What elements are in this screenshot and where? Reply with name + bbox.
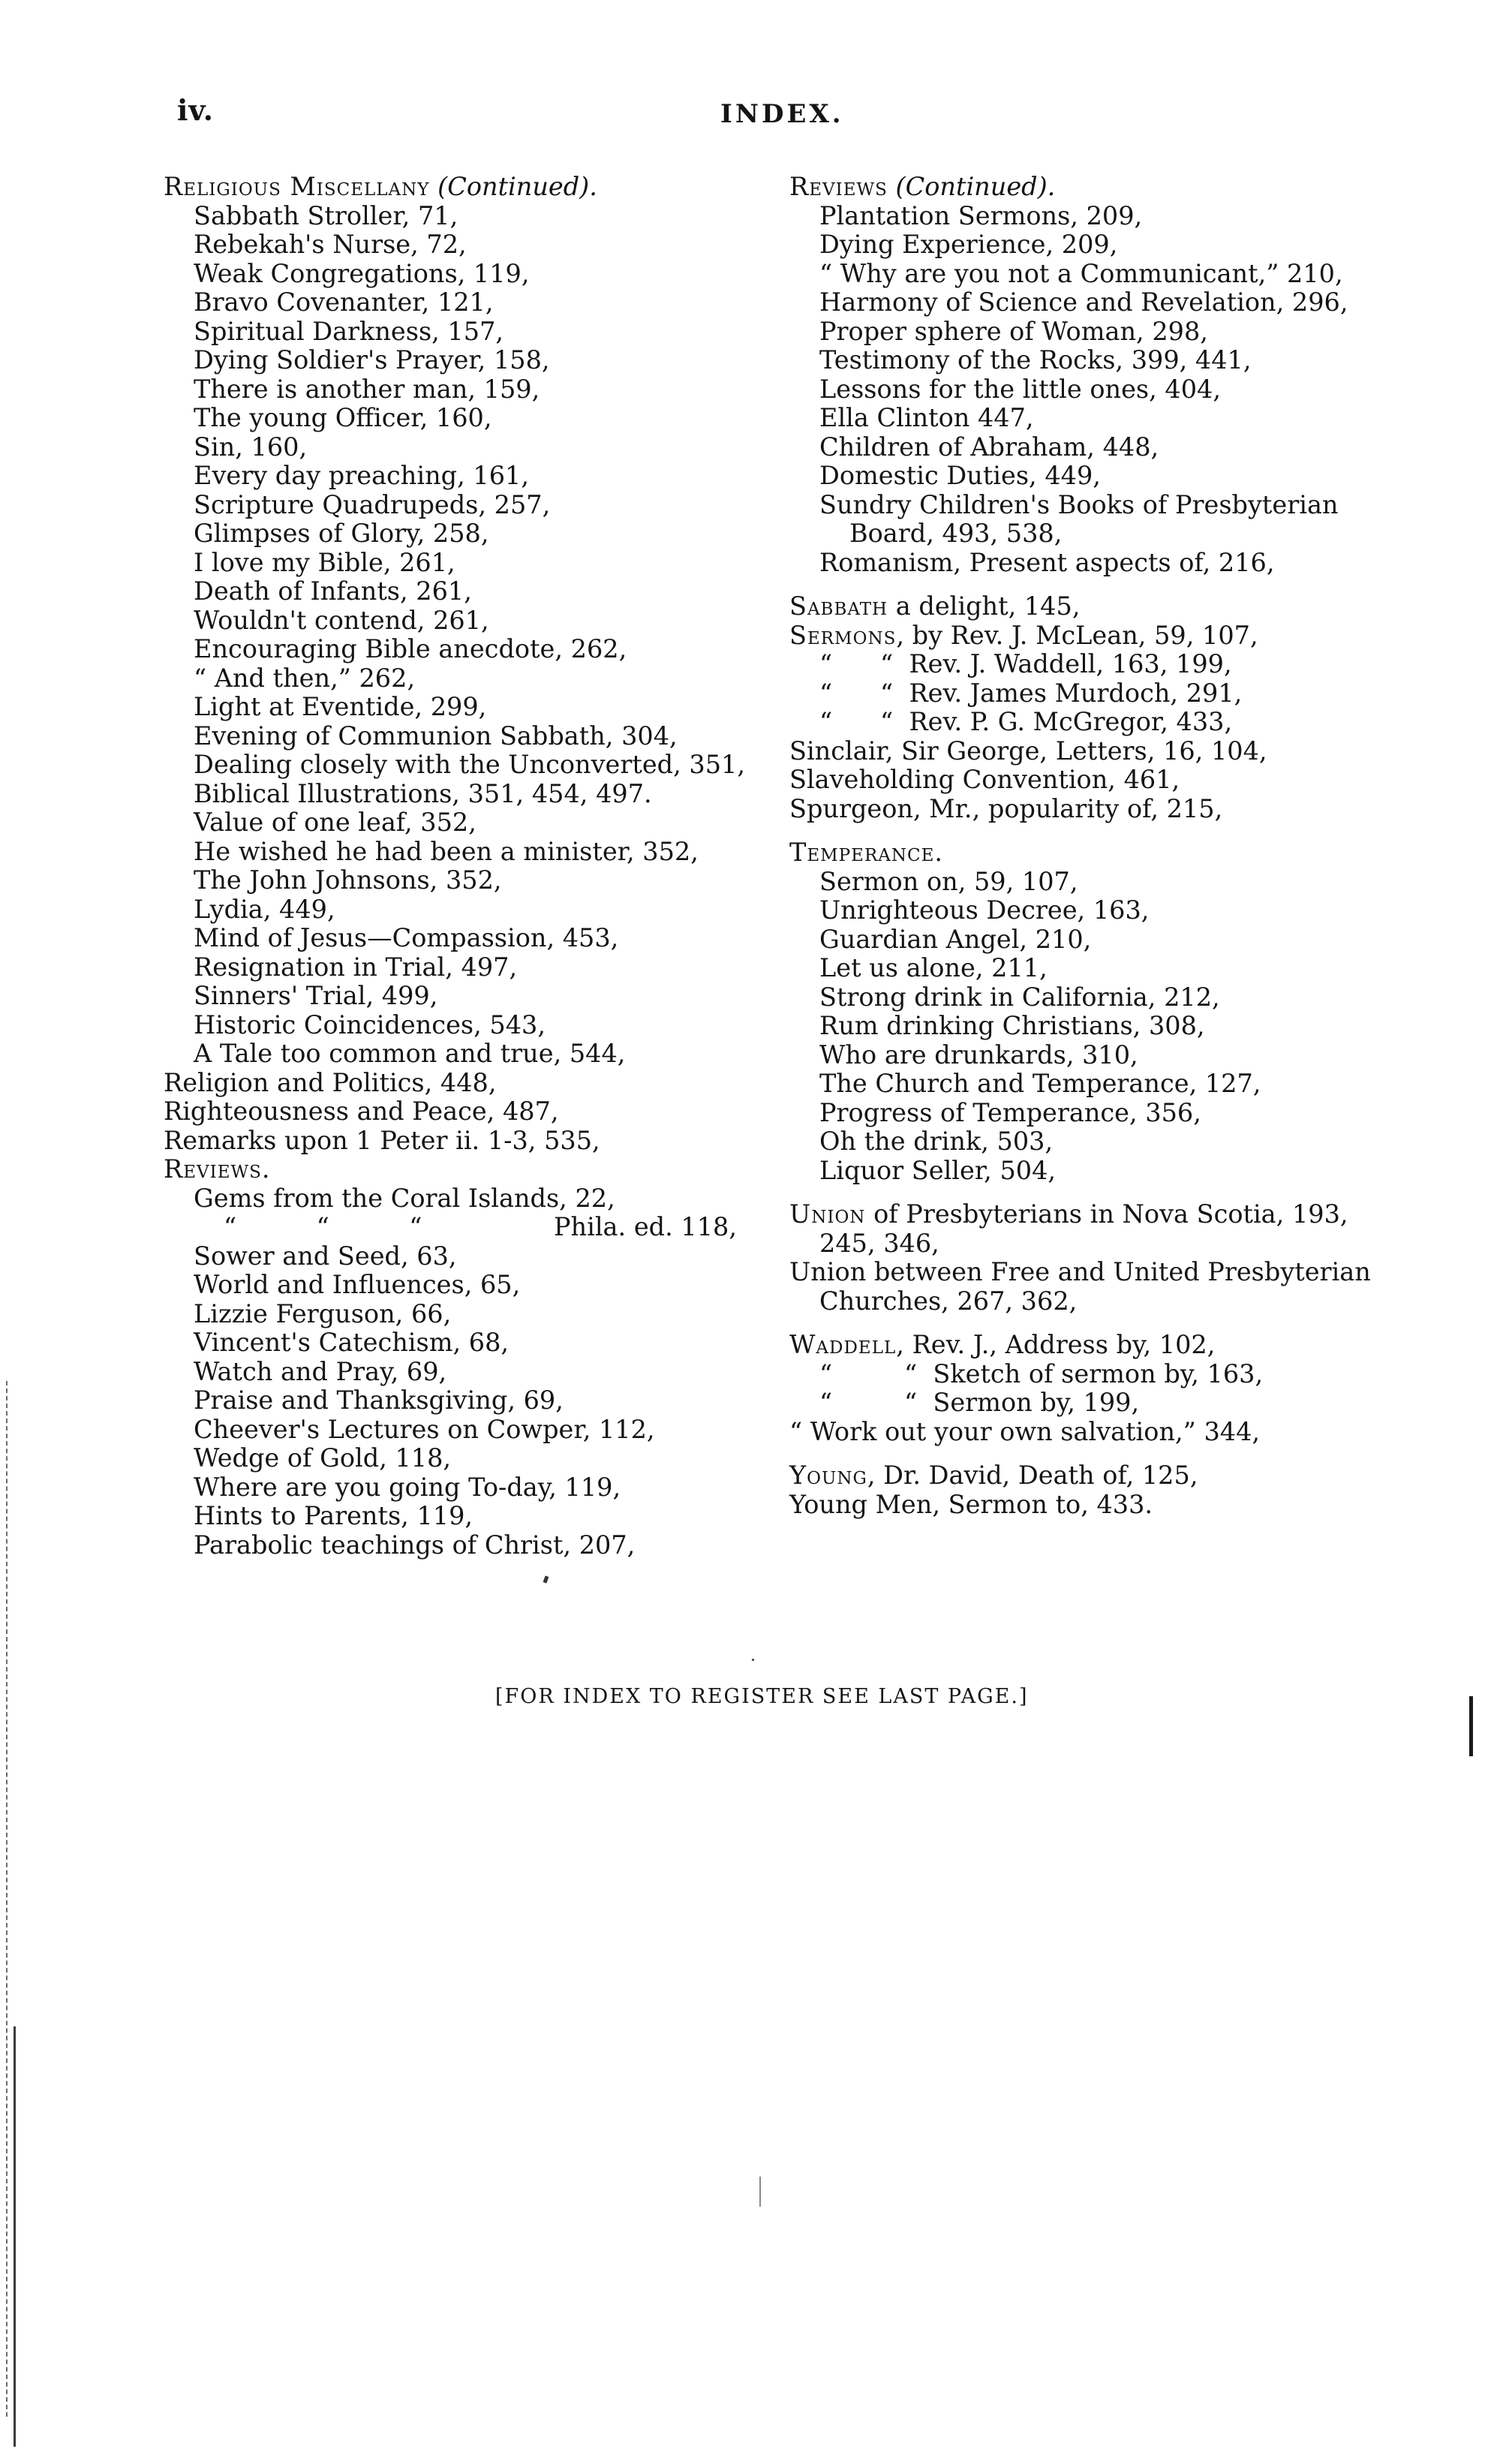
index-entry bbox=[789, 1388, 1435, 1418]
entry-text: Slaveholding Convention, 461, bbox=[789, 765, 1180, 794]
entry-text: Proper sphere of Woman, 298, bbox=[819, 316, 1208, 346]
entry-text: Where are you going To-day, 119, bbox=[194, 1472, 621, 1502]
entry-text: Glimpses of Glory, 258, bbox=[194, 519, 489, 548]
entry-text: , by Rev. J. McLean, 59, 107, bbox=[896, 620, 1258, 650]
entry-text: “ Work out your own salvation,” 344, bbox=[789, 1416, 1261, 1446]
index-entry bbox=[164, 260, 779, 289]
index-heading bbox=[164, 173, 779, 202]
entry-text: Union between Free and United Presbyterian bbox=[789, 1257, 1371, 1286]
entry-text: 245, 346, bbox=[819, 1228, 939, 1258]
entry-text: Weak Congregations, 119, bbox=[194, 258, 530, 288]
entry-keyword: Reviews bbox=[789, 172, 888, 201]
entry-text: a delight, 145, bbox=[888, 591, 1081, 621]
entry-text: Rebekah's Nurse, 72, bbox=[194, 230, 467, 259]
entry-text: of Presbyterians in Nova Scotia, 193, bbox=[865, 1199, 1348, 1229]
entry-text: Vincent's Catechism, 68, bbox=[194, 1328, 510, 1357]
index-entry bbox=[789, 1491, 1435, 1520]
entry-text: Bravo Covenanter, 121, bbox=[194, 287, 494, 317]
entry-text: Let us alone, 211, bbox=[819, 953, 1048, 982]
entry-text: Lydia, 449, bbox=[194, 894, 335, 924]
entry-text: A Tale too common and true, 544, bbox=[194, 1039, 626, 1068]
index-entry bbox=[164, 1444, 779, 1473]
running-title: INDEX. bbox=[720, 99, 844, 129]
entry-text: Board, 493, 538, bbox=[849, 519, 1063, 548]
index-entry bbox=[164, 1242, 779, 1271]
entry-text: Scripture Quadrupeds, 257, bbox=[194, 489, 551, 519]
entry-text: World and Influences, 65, bbox=[194, 1270, 521, 1299]
index-entry bbox=[164, 1531, 779, 1560]
section-gap bbox=[789, 823, 1435, 838]
index-entry bbox=[789, 1229, 1435, 1259]
index-entry bbox=[164, 1300, 779, 1329]
index-entry bbox=[789, 592, 1435, 621]
index-entry bbox=[789, 896, 1435, 925]
entry-text: Watch and Pray, 69, bbox=[194, 1356, 447, 1386]
entry-text: Sinners' Trial, 499, bbox=[194, 981, 438, 1010]
index-entry bbox=[164, 1386, 779, 1416]
index-entry bbox=[789, 288, 1435, 317]
entry-text: Encouraging Bible anecdote, 262, bbox=[194, 634, 627, 663]
section-gap bbox=[789, 577, 1435, 592]
index-entry bbox=[789, 519, 1435, 549]
index-entry bbox=[789, 1200, 1435, 1229]
index-entry bbox=[789, 1258, 1435, 1287]
entry-text: Dying Experience, 209, bbox=[819, 230, 1118, 259]
index-heading bbox=[789, 173, 1435, 202]
entry-text: Spiritual Darkness, 157, bbox=[194, 316, 504, 346]
index-entry bbox=[789, 1287, 1435, 1316]
index-entry bbox=[164, 1328, 779, 1358]
index-entry bbox=[164, 1473, 779, 1503]
entry-text: Remarks upon 1 Peter ii. 1-3, 535, bbox=[164, 1125, 600, 1155]
index-entry bbox=[164, 404, 779, 433]
entry-text: Romanism, Present aspects of, 216, bbox=[819, 547, 1275, 577]
index-entry bbox=[789, 983, 1435, 1012]
entry-text: Rum drinking Christians, 308, bbox=[819, 1011, 1205, 1040]
index-column-left bbox=[164, 173, 779, 1560]
index-entry bbox=[789, 260, 1435, 289]
entry-text: Hints to Parents, 119, bbox=[194, 1501, 473, 1530]
index-entry bbox=[164, 346, 779, 375]
index-entry bbox=[164, 1097, 779, 1127]
index-entry bbox=[789, 1331, 1435, 1360]
entry-text: Harmony of Science and Revelation, 296, bbox=[819, 287, 1348, 317]
section-gap bbox=[789, 1446, 1435, 1461]
index-column-right bbox=[789, 173, 1435, 1519]
index-entry bbox=[164, 982, 779, 1011]
index-entry bbox=[164, 375, 779, 405]
entry-text: (Continued). bbox=[429, 172, 597, 201]
index-entry bbox=[789, 621, 1435, 651]
index-entry bbox=[164, 751, 779, 780]
entry-text: Religion and Politics, 448, bbox=[164, 1067, 497, 1097]
entry-text: Sundry Children's Books of Presbyterian bbox=[819, 489, 1339, 519]
entry-text: Lessons for the little ones, 404, bbox=[819, 374, 1221, 404]
entry-text: Domestic Duties, 449, bbox=[819, 461, 1101, 490]
entry-text: Dying Soldier's Prayer, 158, bbox=[194, 345, 550, 375]
entry-text: (Continued). bbox=[887, 172, 1056, 201]
entry-text: I love my Bible, 261, bbox=[194, 547, 455, 577]
entry-text: The John Johnsons, 352, bbox=[194, 865, 502, 895]
entry-text: Wedge of Gold, 118, bbox=[194, 1443, 452, 1473]
index-entry bbox=[164, 577, 779, 606]
entry-text: “ “ Rev. J. Waddell, 163, 199, bbox=[819, 649, 1232, 678]
index-entry bbox=[789, 230, 1435, 260]
entry-text: Strong drink in California, 212, bbox=[819, 982, 1220, 1012]
entry-text: Young Men, Sermon to, 433. bbox=[789, 1489, 1153, 1519]
entry-text: Sower and Seed, 63, bbox=[194, 1241, 457, 1271]
entry-text: “ Why are you not a Communicant,” 210, bbox=[819, 258, 1343, 288]
entry-text: He wished he had been a minister, 352, bbox=[194, 836, 699, 866]
index-entry bbox=[789, 1041, 1435, 1070]
index-entry bbox=[164, 1213, 779, 1242]
entry-text: Spurgeon, Mr., popularity of, 215, bbox=[789, 793, 1223, 823]
index-entry bbox=[164, 924, 779, 953]
entry-text: Oh the drink, 503, bbox=[819, 1127, 1054, 1156]
index-entry bbox=[789, 317, 1435, 347]
entry-text: Cheever's Lectures on Cowper, 112, bbox=[194, 1414, 655, 1444]
index-entry bbox=[164, 1069, 779, 1098]
index-entry bbox=[164, 202, 779, 231]
index-entry bbox=[164, 1358, 779, 1387]
entry-keyword: Union bbox=[789, 1199, 866, 1229]
entry-text: Guardian Angel, 210, bbox=[819, 924, 1092, 954]
index-entry bbox=[164, 1416, 779, 1445]
ink-speck bbox=[759, 2177, 761, 2207]
entry-text: Righteousness and Peace, 487, bbox=[164, 1097, 559, 1126]
index-entry bbox=[789, 679, 1435, 709]
index-entry bbox=[789, 433, 1435, 462]
entry-text: Dealing closely with the Unconverted, 351, bbox=[194, 750, 745, 779]
entry-keyword: Sermons bbox=[789, 620, 897, 650]
index-entry bbox=[164, 838, 779, 867]
entry-text: Mind of Jesus—Compassion, 453, bbox=[194, 923, 619, 952]
entry-text: Lizzie Ferguson, 66, bbox=[194, 1298, 452, 1328]
index-entry bbox=[789, 202, 1435, 231]
entry-text: Wouldn't contend, 261, bbox=[194, 605, 489, 635]
entry-text: Value of one leaf, 352, bbox=[194, 808, 476, 837]
index-entry bbox=[164, 519, 779, 549]
entry-text: “ And then,” 262, bbox=[194, 663, 416, 693]
index-entry bbox=[789, 795, 1435, 824]
index-entry bbox=[789, 462, 1435, 491]
index-entry bbox=[789, 1070, 1435, 1099]
index-entry bbox=[789, 375, 1435, 405]
entry-keyword: Religious Miscellany bbox=[164, 172, 430, 201]
index-entry bbox=[164, 953, 779, 982]
index-entry bbox=[164, 462, 779, 491]
index-entry bbox=[789, 766, 1435, 795]
entry-text: , Rev. J., Address by, 102, bbox=[896, 1330, 1216, 1359]
ink-speck bbox=[752, 1659, 754, 1661]
index-entry bbox=[789, 868, 1435, 897]
entry-text: Parabolic teachings of Christ, 207, bbox=[194, 1530, 636, 1560]
scan-edge-mark bbox=[6, 1381, 8, 2417]
index-entry bbox=[164, 866, 779, 895]
entry-text: Resignation in Trial, 497, bbox=[194, 952, 518, 982]
entry-text: Death of Infants, 261, bbox=[194, 576, 472, 606]
entry-text: Who are drunkards, 310, bbox=[819, 1039, 1138, 1070]
index-entry bbox=[789, 1418, 1435, 1447]
index-entry bbox=[164, 1271, 779, 1300]
entry-tail: Phila. ed. 118, bbox=[554, 1212, 737, 1241]
index-entry bbox=[164, 606, 779, 636]
entry-text: Evening of Communion Sabbath, 304, bbox=[194, 721, 678, 751]
scan-edge-mark bbox=[14, 2026, 16, 2447]
entry-text: Plantation Sermons, 209, bbox=[819, 200, 1143, 230]
index-heading bbox=[164, 1155, 779, 1184]
index-entry bbox=[789, 404, 1435, 433]
entry-text: , Dr. David, Death of, 125, bbox=[867, 1461, 1198, 1490]
index-entry bbox=[789, 1461, 1435, 1491]
entry-text: “ “ Sermon by, 199, bbox=[819, 1388, 1140, 1417]
entry-text: The young Officer, 160, bbox=[194, 403, 492, 432]
entry-text: “ “ Rev. P. G. McGregor, 433, bbox=[819, 707, 1233, 736]
entry-text: Biblical Illustrations, 351, 454, 497. bbox=[194, 778, 652, 808]
index-entry bbox=[164, 491, 779, 520]
index-entry bbox=[164, 895, 779, 925]
entry-text: Progress of Temperance, 356, bbox=[819, 1097, 1201, 1127]
index-entry bbox=[164, 549, 779, 578]
entry-text: Sermon on, 59, 107, bbox=[819, 866, 1078, 896]
index-entry bbox=[789, 1127, 1435, 1157]
index-entry bbox=[164, 288, 779, 317]
entry-text: Liquor Seller, 504, bbox=[819, 1155, 1057, 1185]
index-entry bbox=[164, 1011, 779, 1040]
index-entry bbox=[164, 693, 779, 722]
entry-text: Testimony of the Rocks, 399, 441, bbox=[819, 345, 1252, 375]
footer-note: [FOR INDEX TO REGISTER SEE LAST PAGE.] bbox=[495, 1685, 1029, 1708]
index-entry bbox=[164, 780, 779, 809]
index-entry bbox=[164, 1039, 779, 1069]
entry-text: There is another man, 159, bbox=[194, 374, 540, 404]
index-entry bbox=[789, 549, 1435, 578]
entry-text: Sinclair, Sir George, Letters, 16, 104, bbox=[789, 736, 1267, 766]
ink-speck bbox=[543, 1575, 549, 1583]
entry-text: Gems from the Coral Islands, 22, bbox=[194, 1183, 615, 1213]
index-entry bbox=[164, 1127, 779, 1156]
entry-text: “ “ Sketch of sermon by, 163, bbox=[819, 1358, 1264, 1388]
entry-keyword: Sabbath bbox=[789, 591, 888, 621]
index-entry bbox=[164, 664, 779, 693]
index-entry bbox=[789, 708, 1435, 737]
index-entry bbox=[164, 433, 779, 462]
entry-text: Sabbath Stroller, 71, bbox=[194, 200, 458, 230]
entry-keyword: Young bbox=[789, 1461, 867, 1490]
entry-text: Reviews. bbox=[164, 1154, 271, 1184]
index-entry bbox=[164, 230, 779, 260]
entry-text: Ella Clinton 447, bbox=[819, 403, 1034, 432]
index-entry bbox=[789, 346, 1435, 375]
entry-text: Praise and Thanksgiving, 69, bbox=[194, 1385, 564, 1415]
section-gap bbox=[789, 1316, 1435, 1331]
index-entry bbox=[789, 1099, 1435, 1128]
index-entry bbox=[164, 317, 779, 347]
entry-text: Historic Coincidences, 543, bbox=[194, 1009, 546, 1039]
index-entry bbox=[164, 1502, 779, 1531]
entry-text: Every day preaching, 161, bbox=[194, 461, 529, 490]
entry-text: Churches, 267, 362, bbox=[819, 1286, 1078, 1316]
entry-text: “ “ “ bbox=[224, 1212, 422, 1241]
entry-text: Temperance. bbox=[789, 838, 944, 867]
index-entry bbox=[789, 1360, 1435, 1389]
index-heading bbox=[789, 838, 1435, 868]
index-entry bbox=[789, 954, 1435, 983]
index-entry bbox=[789, 925, 1435, 955]
index-entry bbox=[789, 491, 1435, 520]
index-entry bbox=[164, 722, 779, 751]
entry-text: Unrighteous Decree, 163, bbox=[819, 895, 1150, 925]
index-entry bbox=[789, 650, 1435, 679]
index-entry bbox=[164, 635, 779, 664]
scan-edge-mark bbox=[1469, 1696, 1473, 1756]
entry-text: “ “ Rev. James Murdoch, 291, bbox=[819, 678, 1243, 708]
section-gap bbox=[789, 1185, 1435, 1200]
index-entry bbox=[789, 1012, 1435, 1041]
index-entry bbox=[789, 1157, 1435, 1186]
page-number: iv. bbox=[177, 93, 214, 127]
index-entry bbox=[164, 808, 779, 838]
index-entry bbox=[789, 737, 1435, 766]
entry-text: The Church and Temperance, 127, bbox=[819, 1069, 1261, 1098]
entry-text: Children of Abraham, 448, bbox=[819, 432, 1159, 462]
index-entry bbox=[164, 1184, 779, 1214]
entry-text: Sin, 160, bbox=[194, 432, 308, 462]
entry-keyword: Waddell bbox=[789, 1330, 897, 1359]
entry-text: Light at Eventide, 299, bbox=[194, 692, 487, 721]
